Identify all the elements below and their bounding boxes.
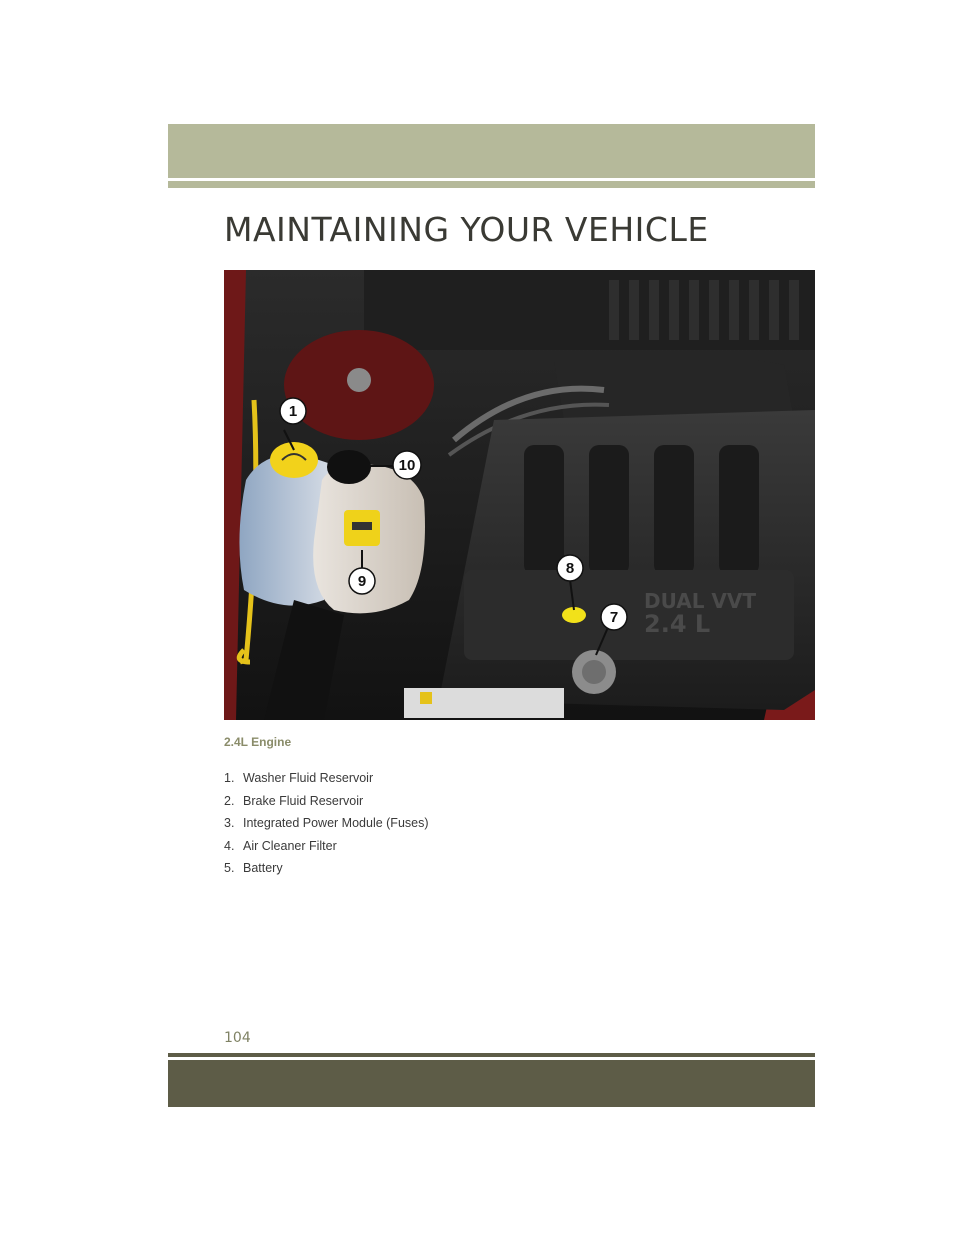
legend-number: 5. [224,861,235,875]
footer-band [168,1060,815,1107]
engine-bay-photo [224,270,815,720]
page-title: MAINTAINING YOUR VEHICLE [224,210,709,250]
legend-label: Brake Fluid Reservoir [243,793,364,808]
legend-number: 4. [224,838,235,853]
legend-number: 3. [224,816,235,830]
footer-rule [168,1053,815,1057]
legend-label: Battery [243,861,283,875]
washer-cap [270,442,318,478]
callout-label-8: 8 [565,560,575,577]
legend-number: 1. [224,771,235,785]
figure-caption: 2.4L Engine [224,735,292,749]
callout-label-1: 1 [288,403,298,420]
legend-item [224,858,429,881]
legend-label: Integrated Power Module (Fuses) [243,816,429,830]
engine-cover-text-2: 2.4 L [644,610,711,638]
header-rule [168,181,815,188]
page-number: 104 [224,1030,251,1046]
callout-label-7: 7 [609,609,619,626]
legend-item [224,836,429,859]
intake-tube [554,351,794,420]
legend-label: Air Cleaner Filter [243,838,337,853]
brake-fluid-cap [327,450,371,484]
legend-item [224,768,429,791]
legend-item [224,791,429,814]
legend-label: Washer Fluid Reservoir [243,771,374,785]
callout-label-9: 9 [357,573,367,590]
legend-item [224,813,429,836]
component-legend [224,768,429,881]
legend-number: 2. [224,793,235,808]
callout-label-10: 10 [398,457,416,474]
header-band [168,124,815,178]
engine-cover-text-1: DUAL VVT [644,589,757,613]
